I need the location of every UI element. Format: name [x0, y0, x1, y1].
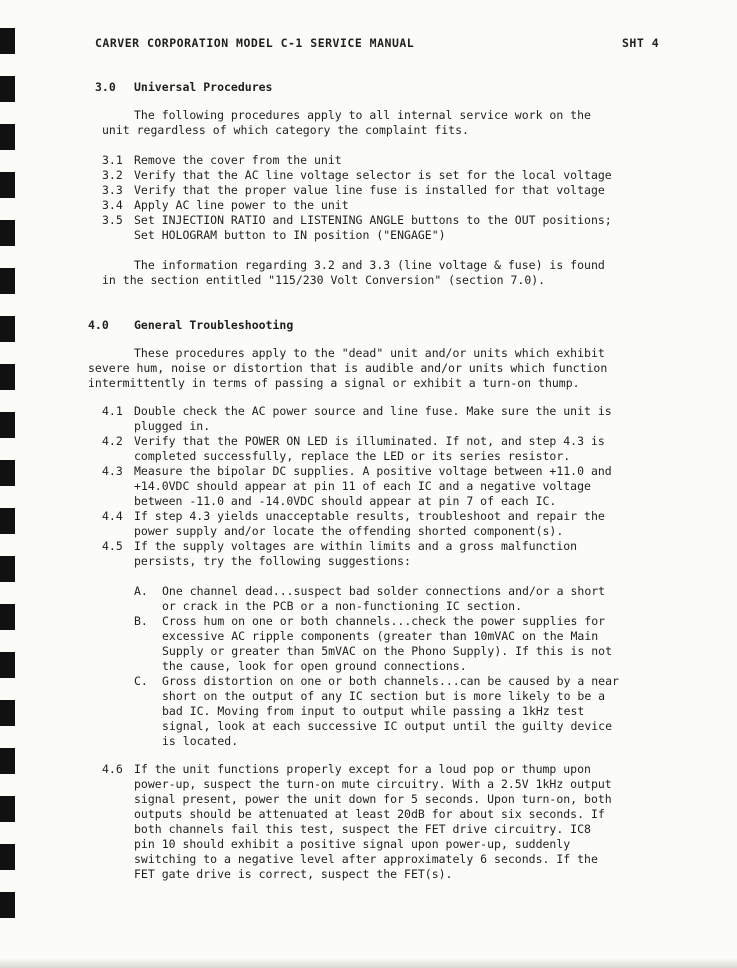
step-number: 3.2	[102, 168, 123, 182]
step-text: signal present, power the unit down for 5 seconds. Upon turn-on, both	[134, 792, 612, 806]
binding-hole	[0, 892, 15, 918]
step-text: both channels fail this test, suspect the FET drive circuitry. IC8	[134, 822, 591, 836]
step-number: 4.4	[102, 509, 123, 523]
step-text: Apply AC line power to the unit	[134, 198, 349, 212]
suggestion-letter: A.	[134, 584, 148, 598]
step-text: switching to a negative level after approximately 6 seconds. If the	[134, 852, 598, 866]
step-text: Verify that the POWER ON LED is illuminated. If not, and step 4.3 is	[134, 434, 605, 448]
binding-hole	[0, 748, 15, 774]
binding-hole	[0, 364, 15, 390]
step-text: pin 10 should exhibit a positive signal upon power-up, suddenly	[134, 837, 571, 851]
suggestion-text: Cross hum on one or both channels...check the power supplies for	[162, 614, 606, 628]
manual-title: CARVER CORPORATION MODEL C-1 SERVICE MANUAL	[95, 36, 415, 50]
step-number: 3.5	[102, 213, 123, 227]
step-text: completed successfully, replace the LED or its series resistor.	[134, 449, 571, 463]
section-number: 3.0	[95, 80, 116, 94]
suggestion-text: the cause, look for open ground connections.	[162, 659, 467, 673]
step-text: between -11.0 and -14.0VDC should appear at pin 7 of each IC.	[134, 494, 557, 508]
step-text: Remove the cover from the unit	[134, 153, 342, 167]
step-text: Verify that the AC line voltage selector is set for the local voltage	[134, 168, 612, 182]
binding-hole	[0, 412, 15, 438]
suggestion-text: excessive AC ripple components (greater than 10mVAC on the Main	[162, 629, 599, 643]
page-bottom-edge	[0, 958, 737, 968]
suggestion-text: Supply or greater than 5mVAC on the Phono Supply). If this is not	[162, 644, 613, 658]
step-text: persists, try the following suggestions:	[134, 554, 411, 568]
binding-hole	[0, 268, 15, 294]
step-text: power supply and/or locate the offending shorted component(s).	[134, 524, 564, 538]
paragraph-line: unit regardless of which category the complaint fits.	[102, 123, 469, 137]
binding-hole	[0, 124, 15, 150]
suggestion-text: One channel dead...suspect bad solder connections and/or a short	[162, 584, 606, 598]
step-text: Measure the bipolar DC supplies. A positive voltage between +11.0 and	[134, 464, 612, 478]
suggestion-text: signal, look at each successive IC output until the guilty device	[162, 719, 613, 733]
paragraph-line: These procedures apply to the "dead" unit and/or units which exhibit	[134, 346, 605, 360]
step-number: 4.1	[102, 404, 123, 418]
suggestion-text: is located.	[162, 734, 239, 748]
step-text: power-up, suspect the turn-on mute circuitry. With a 2.5V 1kHz output	[134, 777, 612, 791]
step-text: +14.0VDC should appear at pin 11 of each IC and a negative voltage	[134, 479, 591, 493]
step-text: plugged in.	[134, 419, 211, 433]
suggestion-text: or crack in the PCB or a non-functioning IC section.	[162, 599, 523, 613]
binding-hole	[0, 652, 15, 678]
suggestion-text: Gross distortion on one or both channels...can be caused by a near	[162, 674, 619, 688]
step-text: outputs should be attenuated at least 20dB for about six seconds. If	[134, 807, 605, 821]
step-text: FET gate drive is correct, suspect the FET(s).	[134, 867, 453, 881]
paragraph-line: in the section entitled "115/230 Volt Conversion" (section 7.0).	[102, 273, 546, 287]
suggestion-letter: C.	[134, 674, 148, 688]
paragraph-line: intermittently in terms of passing a signal or exhibit a turn-on thump.	[88, 376, 580, 390]
binding-hole	[0, 316, 15, 342]
step-text-continued: Set HOLOGRAM button to IN position ("ENGAGE")	[134, 228, 446, 242]
binding-hole	[0, 604, 15, 630]
binding-holes-strip	[0, 0, 22, 968]
step-text: Double check the AC power source and line fuse. Make sure the unit is	[134, 404, 612, 418]
binding-hole	[0, 28, 15, 54]
step-text: Set INJECTION RATIO and LISTENING ANGLE buttons to the OUT positions;	[134, 213, 612, 227]
suggestion-text: bad IC. Moving from input to output while passing a 1kHz test	[162, 704, 585, 718]
binding-hole	[0, 700, 15, 726]
binding-hole	[0, 508, 15, 534]
step-text: If the supply voltages are within limits and a gross malfunction	[134, 539, 578, 553]
binding-hole	[0, 556, 15, 582]
binding-hole	[0, 172, 15, 198]
step-text: If the unit functions properly except for a loud pop or thump upon	[134, 762, 591, 776]
step-text: Verify that the proper value line fuse is installed for that voltage	[134, 183, 605, 197]
binding-hole	[0, 844, 15, 870]
step-number: 4.5	[102, 539, 123, 553]
step-number: 3.4	[102, 198, 123, 212]
paragraph-line: severe hum, noise or distortion that is audible and/or units which function	[88, 361, 608, 375]
step-text: If step 4.3 yields unacceptable results, troubleshoot and repair the	[134, 509, 605, 523]
paragraph-line: The following procedures apply to all internal service work on the	[134, 108, 591, 122]
section-number: 4.0	[88, 318, 109, 332]
suggestion-letter: B.	[134, 614, 148, 628]
section-heading: General Troubleshooting	[134, 318, 294, 332]
binding-hole	[0, 796, 15, 822]
step-number: 4.2	[102, 434, 123, 448]
section-heading: Universal Procedures	[134, 80, 273, 94]
suggestion-text: short on the output of any IC section but is more likely to be a	[162, 689, 606, 703]
paragraph-line: The information regarding 3.2 and 3.3 (line voltage & fuse) is found	[134, 258, 605, 272]
binding-hole	[0, 460, 15, 486]
step-number: 3.1	[102, 153, 123, 167]
binding-hole	[0, 220, 15, 246]
sheet-number: SHT 4	[622, 36, 660, 50]
binding-hole	[0, 76, 15, 102]
step-number: 4.6	[102, 762, 123, 776]
step-number: 3.3	[102, 183, 123, 197]
step-number: 4.3	[102, 464, 123, 478]
